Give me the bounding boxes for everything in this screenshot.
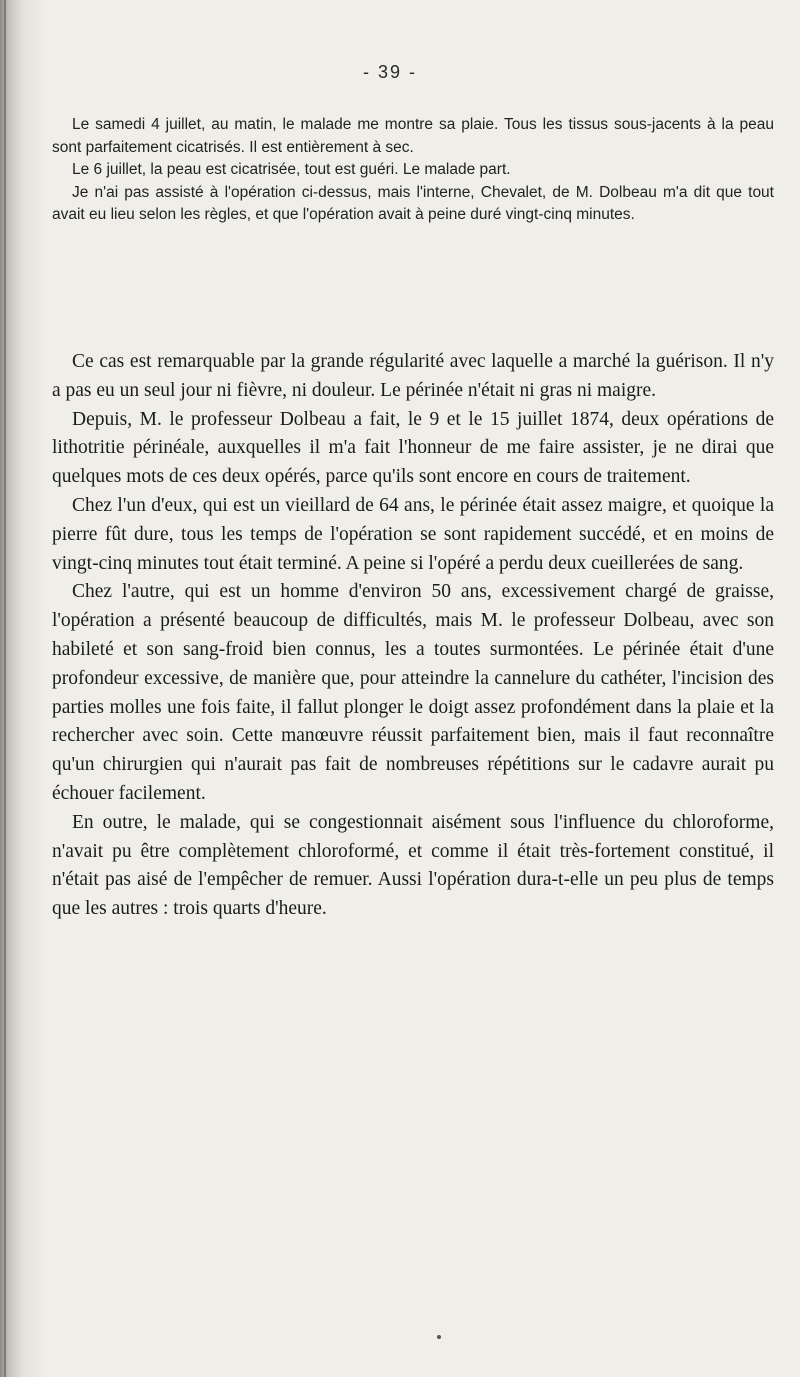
paragraph: Chez l'autre, qui est un homme d'environ 50 ans, excessivement chargé de graisse, l'opération a présenté beaucoup de difficultés, mais M. le professeur Dolbeau, avec son habileté et son sang-froid bien connus, les a toutes surmontées. Le périnée était d'une profondeur excessive, de manière que, pour atteindre la cannelure du cathéter, l'incision des parties molles une fois faite, il fallut plonger le doigt assez profondément dans la plaie et la rechercher avec soin. Cette manœuvre réussit parfaitement bien, mais il faut reconnaître qu'un chirurgien qui n'aurait pas fait de nombreuses répétitions sur le cadavre aurait pu échouer facilement. [52, 581, 774, 804]
paragraph: Le samedi 4 juillet, au matin, le malade me montre sa plaie. Tous les tissus sous-jacents à la peau sont parfaitement cicatrisés. Il est entièrement à sec. [52, 116, 774, 156]
main-text-block [52, 348, 774, 924]
case-notes-block [52, 114, 774, 227]
binding-shadow [0, 0, 46, 1377]
ink-dot [437, 1335, 441, 1339]
page-number: - 39 - [362, 62, 417, 82]
paragraph: Chez l'un d'eux, qui est un vieillard de 64 ans, le périnée était assez maigre, et quoique la pierre fût dure, tous les temps de l'opération se sont rapidement succédé, et en moins de vingt-cinq minutes tout était terminé. A peine si l'opéré a perdu deux cueillerées de sang. [52, 494, 774, 574]
paragraph: Je n'ai pas assisté à l'opération ci-dessus, mais l'interne, Chevalet, de M. Dolbeau m'a dit que tout avait eu lieu selon les règles, et que l'opération avait à peine duré vingt-cinq minutes. [52, 183, 774, 223]
binding-edge [4, 0, 6, 1377]
paragraph: Le 6 juillet, la peau est cicatrisée, tout est guéri. Le malade part. [72, 161, 511, 178]
paragraph: Ce cas est remarquable par la grande régularité avec laquelle a marché la guérison. Il n'y a pas eu un seul jour ni fièvre, ni douleur. Le périnée n'était ni gras ni maigre. [52, 351, 774, 401]
paragraph: Depuis, M. le professeur Dolbeau a fait, le 9 et le 15 juillet 1874, deux opérations de lithotritie périnéale, auxquelles il m'a fait l'honneur de me faire assister, je ne dirai que quelques mots de ces deux opérés, parce qu'ils sont encore en cours de traitement. [52, 408, 774, 488]
paragraph: En outre, le malade, qui se congestionnait aisément sous l'influence du chloroforme, n'avait pu être complètement chloroformé, et comme il était très-fortement constitué, il n'était pas aisé de l'empêcher de remuer. Aussi l'opération dura-t-elle un peu plus de temps que les autres : trois quarts d'heure. [52, 811, 774, 920]
